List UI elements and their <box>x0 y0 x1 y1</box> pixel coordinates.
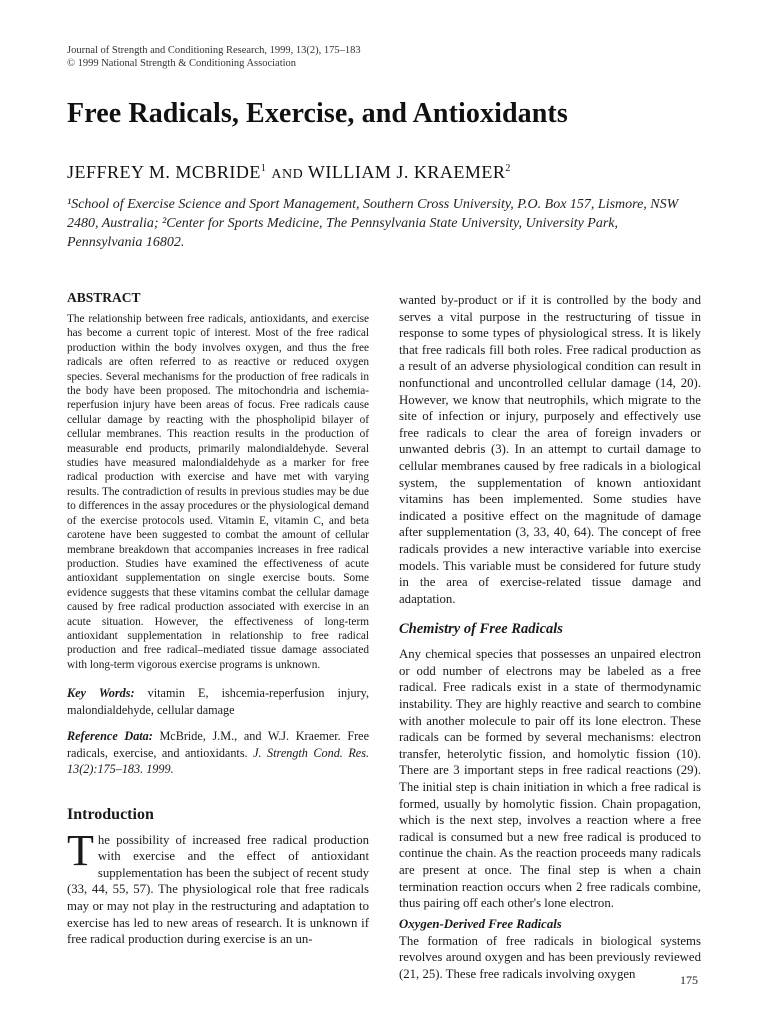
author-2: WILLIAM J. KRAEMER <box>307 162 506 182</box>
affiliations: ¹School of Exercise Science and Sport Management, Southern Cross University, P.O. Box 157, Lismore, NSW 2480, Australia; ²Center for Sports Medicine, The Pennsylvania State University, University Park, Pennsylvania 16802. <box>67 197 679 250</box>
journal-header <box>67 44 361 70</box>
introduction-heading: Introduction <box>67 805 154 823</box>
author-line <box>67 162 511 183</box>
introduction-text-start <box>67 825 369 948</box>
reference-label: Reference Data: <box>67 729 153 744</box>
oxygen-heading: Oxygen-Derived Free Radicals <box>399 916 562 931</box>
keywords-text: vitamin E, ishcemia-reperfusion injury, malondialdehyde, cellular damage <box>67 686 370 717</box>
right-column <box>399 292 701 983</box>
chemistry-heading: Chemistry of Free Radicals <box>399 621 563 638</box>
chemistry-text: Any chemical species that possesses an unpaired electron or odd number of electrons may be labeled as a free radical. Free radicals exist in a state of thermodynamic instability. They are highly reactive and search to combine with another molecule to pair off its lone electron. These radicals can be formed by several mechanisms: electron transfer, heterolytic fission, and homolytic fission (10). There are 3 important steps in free radical reactions (29). The initial step is chain initiation in which a free radical is formed, usually by homolytic fission. Chain propagation, which is the next step, involves a reaction where a free radical is consumed but a new free radical is produced to continue the chain. As the reaction proceeds many radicals are present at once. The final step is when a chain termination reaction occurs when 2 free radicals combine, thus pairing off each other's lone electron. <box>399 647 701 911</box>
copyright-line: © 1999 National Strength & Conditioning Association <box>67 58 297 69</box>
drop-cap: T <box>67 825 94 875</box>
reference-citation: J. Strength Cond. Res. 13(2):175–183. 1999. <box>67 745 369 777</box>
reference-text: McBride, J.M., and W.J. Kraemer. Free radicals, exercise, and antioxidants. <box>67 729 369 760</box>
abstract-text: The relationship between free radicals, antioxidants, and exercise has become a current topic of interest. Most of the free radical production within the body involves oxygen, and thus the free radicals are often referred to as reactive or reduced oxygen species. Several mechanisms for the production of free radicals in the body have been proposed. The mitochondria and ischemia-reperfusion injury have been areas of focus. Free radicals cause cellular damage by reacting with the phospholipid bilayer of cellular membranes. This reaction results in the production of measurable end products, primarily malondialdehyde. Several studies have measured malondialdehyde as a marker for free radical production with exercise and have met with varying results. The contradiction of results in previous studies may be due to differences in the assay procedures or the physiological demand of the exercise protocols used. Vitamin E, vitamin C, and beta carotene have been suggested to combat the amount of cellular membrane breakdown that accompanies increases in free radical production. Studies have examined the effectiveness of acute antioxidant supplementation on single exercise bouts. Some evidence suggests that these vitamins combat the cellular damage caused by free radical production associated with exercise in an acute situation. However, the effectiveness of long-term antioxidant supplementation in relationship to free radical production and free radical–mediated tissue damage associated with long-term vigorous exercise programs is unknown. <box>67 313 369 671</box>
page-number: 175 <box>680 973 698 987</box>
author-2-affil-mark: 2 <box>505 163 511 174</box>
introduction-text-col1: he possibility of increased free radical production with exercise and the effect of antioxidant supplementation has been the subject of recent study (33, 44, 55, 57). The physiological role that free radicals may or may not play in the restructuring and adaptation to exercise has led to new areas of research. It is unknown if free radical production during exercise is an un- <box>67 832 369 947</box>
keywords <box>67 685 369 718</box>
keywords-label: Key Words: <box>67 686 135 701</box>
reference-data <box>67 728 369 778</box>
abstract-heading: ABSTRACT <box>67 290 141 305</box>
author-conjunction: AND <box>271 167 304 182</box>
left-column <box>67 290 369 948</box>
author-1: JEFFREY M. MCBRIDE <box>67 162 261 182</box>
introduction-text-col2: wanted by-product or if it is controlled by the body and serves a vital purpose in the restructuring of tissue in response to some types of physiological stress. It is likely that free radicals fill both roles. Free radical production as a result of an adverse physiological condition can result in nonfunctional and uncontrolled cellular damage (14, 20). However, we know that neutrophils, which migrate to the site of infection or injury, purposely and effectively use free radicals to clear the area of foreign invaders or unwanted debris (3). In an attempt to curtail damage to cellular membranes caused by free radicals in a biological system, the supplementation of known antioxidant vitamins has been implemented. Some studies have indicated a positive effect on the magnitude of damage after supplementation (3, 33, 40, 64). The concept of free radicals provides a new interactive variable into exercise models. This variable must be considered for future study in the area of exercise-related tissue damage and adaptation. <box>399 293 701 606</box>
journal-citation: Journal of Strength and Conditioning Research, 1999, 13(2), 175–183 <box>67 45 361 56</box>
author-1-affil-mark: 1 <box>260 163 267 174</box>
article-title: Free Radicals, Exercise, and Antioxidants <box>67 98 568 129</box>
oxygen-text: The formation of free radicals in biological systems revolves around oxygen and has been previously reviewed (21, 25). These free radicals involving oxygen <box>399 933 701 981</box>
